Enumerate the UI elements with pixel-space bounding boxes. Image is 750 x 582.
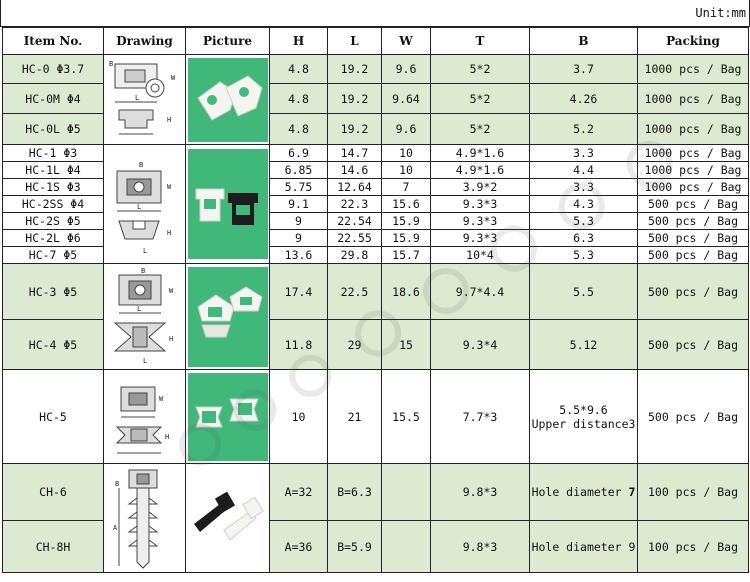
- cell-h: 6.9: [270, 145, 328, 162]
- cell-h: A=32: [270, 464, 328, 521]
- svg-text:W: W: [170, 73, 175, 82]
- cell-b-line1: 5.5*9.6: [559, 402, 608, 417]
- cell-b: 4.26: [530, 84, 638, 114]
- cell-item: HC-4 Φ5: [3, 320, 104, 370]
- cell-l: 21: [328, 370, 382, 464]
- cell-l: 22.5: [328, 264, 382, 320]
- svg-text:B: B: [138, 161, 143, 169]
- cell-item: HC-2L Φ6: [3, 230, 104, 247]
- cell-t: 3.9*2: [431, 179, 530, 196]
- cell-h: 5.75: [270, 179, 328, 196]
- header-item-no: Item No.: [3, 28, 104, 55]
- cell-t: 10*4: [431, 247, 530, 264]
- cell-t: 9.3*3: [431, 230, 530, 247]
- svg-text:B: B: [114, 480, 119, 488]
- cell-packing: 1000 pcs / Bag: [638, 84, 749, 114]
- svg-text:W: W: [168, 286, 173, 295]
- picture-hc5: [186, 370, 270, 464]
- cell-w: 10: [382, 162, 431, 179]
- header-t: T: [431, 28, 530, 55]
- cell-b: 6.3: [530, 230, 638, 247]
- spec-table: [2, 27, 749, 573]
- cell-b: [530, 370, 638, 464]
- drawing-hc5-diagram: [107, 373, 183, 461]
- cell-packing: 1000 pcs / Bag: [638, 162, 749, 179]
- svg-text:B: B: [140, 266, 145, 275]
- header-packing: Packing: [638, 28, 749, 55]
- cell-w: 7: [382, 179, 431, 196]
- cell-t: 4.9*1.6: [431, 145, 530, 162]
- header-l: L: [328, 28, 382, 55]
- cell-h: 17.4: [270, 264, 328, 320]
- cell-packing: 100 pcs / Bag: [638, 521, 749, 573]
- cell-l: 19.2: [328, 114, 382, 145]
- cell-item: HC-0M Φ4: [3, 84, 104, 114]
- cell-w: 15.9: [382, 230, 431, 247]
- cell-packing: 500 pcs / Bag: [638, 230, 749, 247]
- cell-packing: 1000 pcs / Bag: [638, 114, 749, 145]
- cell-t: 9.8*3: [431, 464, 530, 521]
- cell-w: 9.6: [382, 55, 431, 84]
- table-row: [3, 55, 749, 84]
- cell-h: 9.1: [270, 196, 328, 213]
- cell-item: HC-1 Φ3: [3, 145, 104, 162]
- svg-text:H: H: [164, 432, 169, 441]
- cell-item: CH-6: [3, 464, 104, 521]
- cell-b: 5.3: [530, 247, 638, 264]
- cell-l: 14.6: [328, 162, 382, 179]
- cell-packing: 500 pcs / Bag: [638, 196, 749, 213]
- cell-h: 13.6: [270, 247, 328, 264]
- cell-l: 22.3: [328, 196, 382, 213]
- picture-ch6: [186, 464, 270, 573]
- cell-b: 3.3: [530, 179, 638, 196]
- cell-w: 15.9: [382, 213, 431, 230]
- cell-packing: 1000 pcs / Bag: [638, 179, 749, 196]
- drawing-hc1-diagram: [107, 149, 183, 259]
- cell-t: 5*2: [431, 55, 530, 84]
- cell-b-number: 7: [628, 485, 636, 499]
- cell-b: [530, 521, 638, 573]
- cell-t: 5*2: [431, 84, 530, 114]
- cell-h: 4.8: [270, 114, 328, 145]
- cell-t: 5*2: [431, 114, 530, 145]
- cell-item: HC-5: [3, 370, 104, 464]
- drawing-hc3: [104, 264, 186, 370]
- cell-packing: 500 pcs / Bag: [638, 370, 749, 464]
- cell-item: HC-1S Φ3: [3, 179, 104, 196]
- svg-text:W: W: [166, 183, 171, 191]
- header-row: [3, 28, 749, 55]
- cell-t: 9.3*3: [431, 213, 530, 230]
- cell-w: [382, 521, 431, 573]
- cell-b: 4.4: [530, 162, 638, 179]
- cell-w: 9.64: [382, 84, 431, 114]
- picture-hc1: [186, 145, 270, 264]
- cell-h: 4.8: [270, 84, 328, 114]
- cell-b-number: 9: [628, 539, 636, 554]
- cell-l: 22.55: [328, 230, 382, 247]
- cell-b: 5.3: [530, 213, 638, 230]
- drawing-hc1: [104, 145, 186, 264]
- svg-text:L: L: [142, 247, 147, 255]
- cell-l: 22.54: [328, 213, 382, 230]
- cell-l: B=6.3: [328, 464, 382, 521]
- cell-l: B=5.9: [328, 521, 382, 573]
- cell-b-prefix: Hole diameter: [531, 539, 629, 554]
- cell-w: 15.7: [382, 247, 431, 264]
- cell-h: 4.8: [270, 55, 328, 84]
- svg-text:L: L: [142, 356, 147, 365]
- cell-b: 3.3: [530, 145, 638, 162]
- cell-h: 11.8: [270, 320, 328, 370]
- header-h: H: [270, 28, 328, 55]
- cell-item: HC-1L Φ4: [3, 162, 104, 179]
- cell-w: 10: [382, 145, 431, 162]
- cell-t: 9.7*4.4: [431, 264, 530, 320]
- cell-w: 18.6: [382, 264, 431, 320]
- cell-t: 9.3*3: [431, 196, 530, 213]
- cell-l: 29.8: [328, 247, 382, 264]
- cell-item: HC-2S Φ5: [3, 213, 104, 230]
- cell-item: HC-0 Φ3.7: [3, 55, 104, 84]
- cell-t: 9.8*3: [431, 521, 530, 573]
- photo-hc3: [188, 267, 268, 367]
- cell-t: 9.3*4: [431, 320, 530, 370]
- cell-h: 9: [270, 230, 328, 247]
- cell-b-line2: Upper distance3: [531, 416, 636, 431]
- cell-packing: 500 pcs / Bag: [638, 320, 749, 370]
- cell-packing: 100 pcs / Bag: [638, 464, 749, 521]
- photo-hc1: [188, 149, 268, 259]
- svg-text:A: A: [112, 524, 117, 532]
- table-row: [3, 145, 749, 162]
- table-row: [3, 464, 749, 521]
- drawing-hc0: [104, 55, 186, 145]
- cell-b: 5.12: [530, 320, 638, 370]
- table-row: [3, 370, 749, 464]
- cell-b: 4.3: [530, 196, 638, 213]
- cell-item: HC-0L Φ5: [3, 114, 104, 145]
- svg-text:L: L: [136, 203, 141, 211]
- drawing-ch6-diagram: [107, 464, 183, 572]
- cell-h: 10: [270, 370, 328, 464]
- cell-b: 5.2: [530, 114, 638, 145]
- cell-w: 15.6: [382, 196, 431, 213]
- cell-w: 9.6: [382, 114, 431, 145]
- drawing-hc5: [104, 370, 186, 464]
- cell-t: 7.7*3: [431, 370, 530, 464]
- picture-hc3: [186, 264, 270, 370]
- header-drawing: Drawing: [104, 28, 186, 55]
- cell-packing: 500 pcs / Bag: [638, 264, 749, 320]
- cell-item: HC-3 Φ5: [3, 264, 104, 320]
- header-w: W: [382, 28, 431, 55]
- table-row: [3, 264, 749, 320]
- cell-packing: 500 pcs / Bag: [638, 247, 749, 264]
- svg-text:L: L: [136, 304, 141, 313]
- cell-h: 6.85: [270, 162, 328, 179]
- cell-w: [382, 464, 431, 521]
- svg-text:H: H: [168, 334, 173, 343]
- picture-hc0: [186, 55, 270, 145]
- header-picture: Picture: [186, 28, 270, 55]
- cell-item: HC-2SS Φ4: [3, 196, 104, 213]
- cell-l: 14.7: [328, 145, 382, 162]
- svg-text:L: L: [134, 93, 139, 102]
- cell-b: [530, 464, 638, 521]
- svg-text:H: H: [166, 115, 171, 124]
- cell-packing: 500 pcs / Bag: [638, 213, 749, 230]
- cell-t: 4.9*1.6: [431, 162, 530, 179]
- cell-l: 12.64: [328, 179, 382, 196]
- drawing-hc3-diagram: [107, 267, 183, 367]
- cell-item: CH-8H: [3, 521, 104, 573]
- cell-h: 9: [270, 213, 328, 230]
- cell-b: 5.5: [530, 264, 638, 320]
- cell-b-prefix: Hole diameter: [531, 485, 629, 499]
- cell-b: 3.7: [530, 55, 638, 84]
- header-b: B: [530, 28, 638, 55]
- drawing-hc0-diagram: [107, 58, 183, 142]
- cell-l: 19.2: [328, 55, 382, 84]
- cell-packing: 1000 pcs / Bag: [638, 145, 749, 162]
- unit-header-bar: [0, 0, 750, 27]
- photo-hc0: [188, 58, 268, 142]
- cell-w: 15: [382, 320, 431, 370]
- photo-ch6: [188, 464, 268, 572]
- cell-h: A=36: [270, 521, 328, 573]
- drawing-ch6: [104, 464, 186, 573]
- svg-text:W: W: [158, 394, 163, 403]
- cell-packing: 1000 pcs / Bag: [638, 55, 749, 84]
- svg-text:H: H: [166, 229, 171, 237]
- unit-label: Unit:mm: [695, 6, 746, 20]
- cell-w: 15.5: [382, 370, 431, 464]
- svg-text:B: B: [108, 59, 113, 68]
- photo-hc5: [188, 373, 268, 461]
- cell-l: 29: [328, 320, 382, 370]
- cell-l: 19.2: [328, 84, 382, 114]
- cell-item: HC-7 Φ5: [3, 247, 104, 264]
